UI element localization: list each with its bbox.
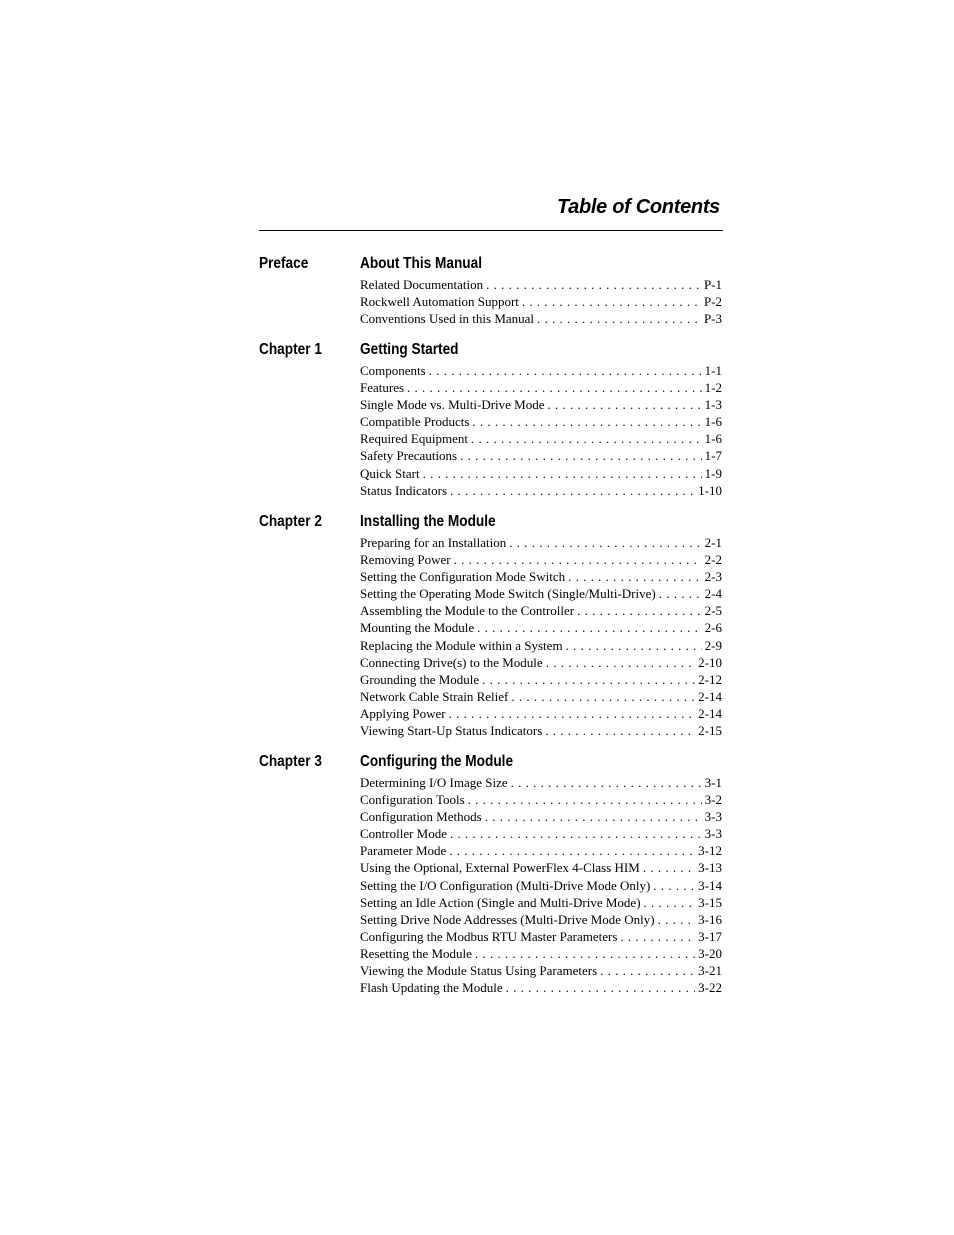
- toc-entry-text: Network Cable Strain Relief: [360, 688, 509, 704]
- toc-entry[interactable]: [360, 962, 722, 979]
- toc-entry-text: Replacing the Module within a System: [360, 637, 563, 653]
- toc-entry-text: Safety Precautions: [360, 448, 458, 464]
- toc-entry-page: 1-3: [704, 397, 722, 413]
- dot-leader: [643, 859, 695, 876]
- entry-list: [360, 534, 722, 739]
- section-label: Chapter 2: [259, 513, 322, 530]
- dot-leader: [482, 671, 695, 688]
- toc-entry[interactable]: [360, 774, 722, 791]
- toc-entry[interactable]: [360, 310, 722, 327]
- toc-entry[interactable]: [360, 671, 722, 688]
- toc-entry-page: 3-17: [698, 928, 722, 944]
- toc-entry-page: 3-16: [698, 911, 722, 927]
- toc-entry-page: 2-14: [698, 705, 722, 721]
- toc-entry-page: 2-9: [704, 637, 722, 653]
- dot-leader: [468, 791, 702, 808]
- toc-entry-text: Parameter Mode: [360, 843, 447, 859]
- toc-entry[interactable]: [360, 859, 722, 876]
- dot-leader: [511, 688, 695, 705]
- toc-entry[interactable]: [360, 447, 722, 464]
- toc-entry[interactable]: [360, 482, 722, 499]
- toc-entry-text: Viewing the Module Status Using Parameters: [360, 963, 598, 979]
- toc-entry-page: 3-22: [698, 980, 722, 996]
- title-divider: [259, 230, 723, 231]
- toc-entry-page: 1-6: [704, 431, 722, 447]
- toc-entry[interactable]: [360, 276, 722, 293]
- toc-entry-text: Quick Start: [360, 465, 420, 481]
- toc-entry-page: 1-7: [704, 448, 722, 464]
- toc-entry[interactable]: [360, 551, 722, 568]
- dot-leader: [546, 654, 695, 671]
- toc-entry-page: P-2: [703, 294, 722, 310]
- toc-entry-page: 2-6: [704, 620, 722, 636]
- toc-entry-page: 3-20: [698, 945, 722, 961]
- toc-entry-text: Mounting the Module: [360, 620, 475, 636]
- toc-entry-page: 3-12: [698, 843, 722, 859]
- toc-entry-text: Setting the Operating Mode Switch (Single/Multi-Drive): [360, 586, 656, 602]
- toc-entry-text: Components: [360, 363, 426, 378]
- toc-entry-text: Conventions Used in this Manual: [360, 311, 535, 327]
- toc-entry[interactable]: [360, 825, 722, 842]
- toc-entry[interactable]: [360, 877, 722, 894]
- toc-entry-text: Single Mode vs. Multi-Drive Mode: [360, 397, 545, 413]
- section-label: Preface: [259, 255, 309, 272]
- toc-entry-text: Setting Drive Node Addresses (Multi-Drive Mode Only): [360, 911, 655, 927]
- toc-entry[interactable]: [360, 842, 722, 859]
- toc-entry-text: Required Equipment: [360, 431, 468, 447]
- dot-leader: [658, 911, 696, 928]
- toc-entry[interactable]: [360, 379, 722, 396]
- toc-entry-text: Preparing for an Installation: [360, 535, 507, 550]
- dot-leader: [429, 362, 702, 379]
- toc-entry[interactable]: [360, 705, 722, 722]
- toc-entry-text: Compatible Products: [360, 414, 470, 430]
- toc-entry-text: Configuration Tools: [360, 792, 465, 808]
- toc-entry-page: 2-15: [698, 723, 722, 739]
- toc-entry[interactable]: [360, 413, 722, 430]
- dot-leader: [545, 722, 695, 739]
- section-label: Chapter 3: [259, 753, 322, 770]
- dot-leader: [659, 585, 702, 602]
- dot-leader: [537, 310, 701, 327]
- toc-entry[interactable]: [360, 637, 722, 654]
- toc-entry-text: Determining I/O Image Size: [360, 775, 508, 790]
- toc-entry-page: 3-21: [698, 963, 722, 979]
- toc-entry-text: Viewing Start-Up Status Indicators: [360, 723, 543, 739]
- dot-leader: [471, 430, 702, 447]
- toc-entry-text: Flash Updating the Module: [360, 980, 503, 996]
- toc-entry-text: Resetting the Module: [360, 945, 472, 961]
- section-label: Chapter 1: [259, 341, 322, 358]
- toc-entry-page: 3-1: [704, 775, 722, 790]
- toc-entry[interactable]: [360, 808, 722, 825]
- dot-leader: [486, 276, 701, 293]
- dot-leader: [620, 928, 695, 945]
- dot-leader: [450, 482, 695, 499]
- toc-entry-text: Controller Mode: [360, 826, 448, 842]
- dot-leader: [454, 551, 702, 568]
- toc-entry-text: Configuration Methods: [360, 809, 482, 825]
- dot-leader: [568, 568, 702, 585]
- toc-entry-page: 2-2: [704, 552, 722, 568]
- dot-leader: [423, 465, 702, 482]
- section-heading[interactable]: Configuring the Module: [360, 753, 514, 770]
- toc-entry-page: P-1: [703, 277, 722, 292]
- dot-leader: [644, 894, 696, 911]
- toc-entry-page: 3-15: [698, 894, 722, 910]
- toc-entry-page: 3-3: [704, 809, 722, 825]
- dot-leader: [548, 396, 702, 413]
- dot-leader: [511, 774, 702, 791]
- toc-entry-page: 3-14: [698, 877, 722, 893]
- entry-list: [360, 774, 722, 996]
- toc-entry-page: 2-14: [698, 688, 722, 704]
- toc-entry-text: Setting the I/O Configuration (Multi-Drive Mode Only): [360, 877, 651, 893]
- toc-entry[interactable]: [360, 396, 722, 413]
- toc-entry-page: 3-2: [704, 792, 722, 808]
- toc-entry-text: Configuring the Modbus RTU Master Parameters: [360, 928, 618, 944]
- toc-entry-text: Status Indicators: [360, 482, 448, 498]
- toc-entry[interactable]: [360, 722, 722, 739]
- dot-leader: [522, 293, 701, 310]
- toc-entry[interactable]: [360, 293, 722, 310]
- toc-entry-page: 2-4: [704, 586, 722, 602]
- entry-list: [360, 276, 722, 327]
- dot-leader: [509, 534, 701, 551]
- toc-entry[interactable]: [360, 585, 722, 602]
- toc-entry[interactable]: [360, 791, 722, 808]
- toc-entry[interactable]: [360, 654, 722, 671]
- dot-leader: [566, 637, 702, 654]
- toc-entry[interactable]: [360, 945, 722, 962]
- dot-leader: [449, 705, 696, 722]
- toc-entry-text: Assembling the Module to the Controller: [360, 603, 575, 619]
- toc-entry-page: 1-10: [698, 482, 722, 498]
- toc-entry-text: Setting the Configuration Mode Switch: [360, 569, 566, 585]
- dot-leader: [475, 945, 695, 962]
- toc-entry[interactable]: [360, 602, 722, 619]
- section-heading[interactable]: Getting Started: [360, 341, 459, 358]
- toc-entry[interactable]: [360, 534, 722, 551]
- toc-entry-text: Applying Power: [360, 705, 446, 721]
- dot-leader: [449, 842, 695, 859]
- toc-entry-page: 3-13: [698, 860, 722, 876]
- toc-entry-page: 1-1: [704, 363, 722, 378]
- toc-entry[interactable]: [360, 362, 722, 379]
- toc-entry-text: Using the Optional, External PowerFlex 4-Class HIM: [360, 860, 640, 876]
- dot-leader: [472, 413, 701, 430]
- toc-entry[interactable]: [360, 465, 722, 482]
- entry-list: [360, 362, 722, 499]
- toc-entry-page: P-3: [703, 311, 722, 327]
- page-title: Table of Contents: [556, 196, 720, 218]
- dot-leader: [600, 962, 695, 979]
- toc-entry-page: 2-12: [698, 671, 722, 687]
- dot-leader: [485, 808, 702, 825]
- dot-leader: [577, 602, 702, 619]
- dot-leader: [506, 979, 696, 996]
- dot-leader: [477, 619, 702, 636]
- toc-entry-text: Setting an Idle Action (Single and Multi-Drive Mode): [360, 894, 641, 910]
- toc-entry-page: 3-3: [704, 826, 722, 842]
- dot-leader: [407, 379, 702, 396]
- dot-leader: [653, 877, 695, 894]
- toc-entry[interactable]: [360, 979, 722, 996]
- toc-entry-text: Grounding the Module: [360, 671, 480, 687]
- toc-entry[interactable]: [360, 894, 722, 911]
- toc-entry[interactable]: [360, 568, 722, 585]
- toc-entry-page: 1-2: [704, 380, 722, 396]
- section-heading[interactable]: About This Manual: [360, 255, 483, 272]
- section-heading[interactable]: Installing the Module: [360, 513, 496, 530]
- toc-entry-page: 2-3: [704, 569, 722, 585]
- toc-entry-text: Related Documentation: [360, 277, 484, 292]
- toc-entry-text: Removing Power: [360, 552, 451, 568]
- toc-entry-page: 2-1: [704, 535, 722, 550]
- dot-leader: [460, 447, 702, 464]
- toc-entry-page: 2-5: [704, 603, 722, 619]
- toc-entry-text: Connecting Drive(s) to the Module: [360, 654, 543, 670]
- toc-entry-page: 1-6: [704, 414, 722, 430]
- toc-entry[interactable]: [360, 430, 722, 447]
- toc-entry-text: Features: [360, 380, 405, 396]
- toc-entry[interactable]: [360, 911, 722, 928]
- toc-entry[interactable]: [360, 928, 722, 945]
- toc-entry-page: 1-9: [704, 465, 722, 481]
- toc-entry[interactable]: [360, 619, 722, 636]
- dot-leader: [450, 825, 702, 842]
- toc-entry-page: 2-10: [698, 654, 722, 670]
- toc-entry-text: Rockwell Automation Support: [360, 294, 519, 310]
- toc-entry[interactable]: [360, 688, 722, 705]
